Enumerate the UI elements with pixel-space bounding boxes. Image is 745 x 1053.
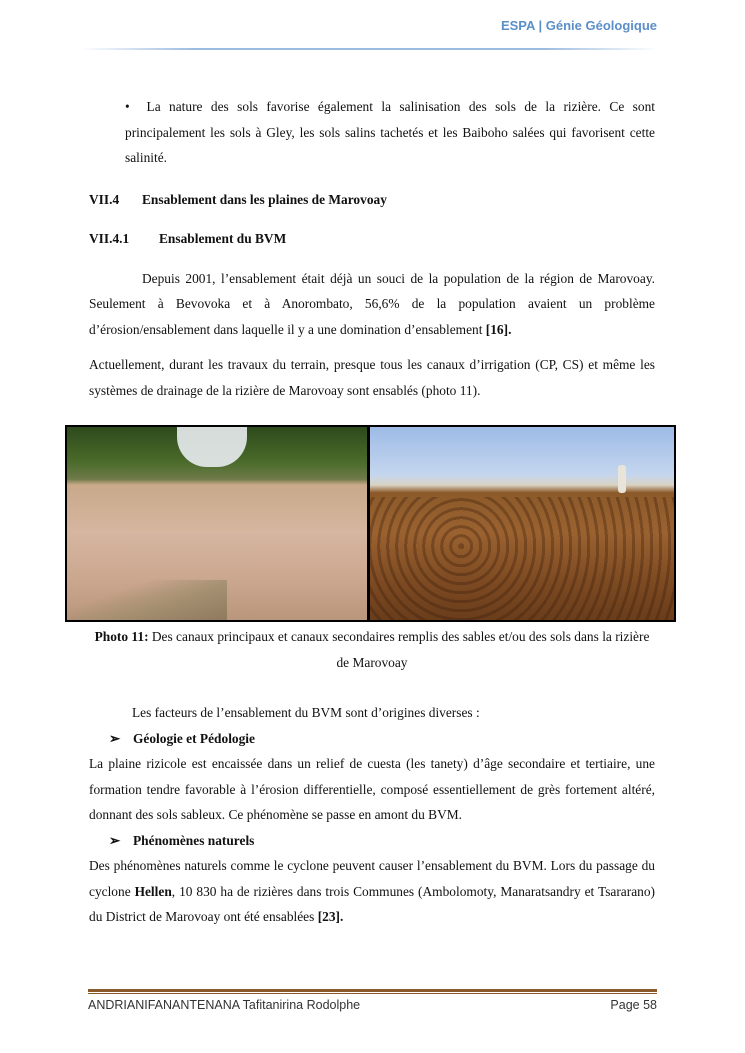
page-footer [88, 998, 657, 1012]
body-text-top [89, 94, 655, 403]
list-item-phenomenes [89, 828, 655, 854]
caption-label: Photo 11: [94, 629, 149, 644]
list-item-title: Géologie et Pédologie [133, 730, 255, 746]
paragraph-current-state: Actuellement, durant les travaux du terrain, presque tous les canaux d’irrigation (CP, CS) et même les systèmes de drainage de la rizière de Marovoay sont ensablés (photo 11). [89, 357, 655, 398]
photo-caption [89, 624, 655, 675]
list-item-geologie [89, 726, 655, 752]
photo-11 [65, 425, 676, 622]
footer-rule-thin [88, 993, 657, 994]
arrow-icon: ➢ [109, 730, 121, 746]
cyclone-name: Hellen [134, 883, 172, 899]
paragraph-phenomenes [89, 853, 655, 930]
photo-person [618, 465, 626, 493]
subsection-heading [89, 226, 655, 252]
bullet-paragraph [89, 94, 655, 171]
photo-sanded-field [370, 427, 674, 620]
photo-sky [177, 427, 247, 467]
list-item-title: Phénomènes naturels [133, 832, 255, 848]
photo-soil [370, 497, 674, 620]
footer-rule [88, 989, 657, 992]
paragraph-text: Des phénomènes naturels comme le cyclone peuvent causer l’ensablement du BVM. Lors du passage du cyclone [89, 858, 655, 899]
page-number: Page 58 [610, 998, 657, 1012]
paragraph-text: , 10 830 ha de rizières dans trois Communes (Ambolomoty, Manaratsandry et Tsararano) du District de Marovoay ont été ensablées [89, 883, 656, 924]
section-number: VII.4 [89, 191, 120, 207]
footer-author: ANDRIANIFANANTENANA Tafitanirina Rodolphe [88, 998, 361, 1012]
section-title: Ensablement dans les plaines de Marovoay [142, 191, 387, 207]
arrow-icon: ➢ [109, 832, 121, 848]
subsection-title: Ensablement du BVM [159, 231, 287, 246]
paragraph-factors-intro: Les facteurs de l’ensablement du BVM sont d’origines diverses : [132, 705, 480, 720]
reference: [16]. [485, 321, 512, 337]
header-rule [80, 48, 658, 50]
page-header: ESPA | Génie Géologique [500, 18, 657, 33]
bullet-text: La nature des sols favorise également la salinisation des sols de la rizière. Ce sont principalement les sols à Gley, les sols salins tachetés et les Baiboho salées qui favorisent cette salinité. [125, 99, 655, 165]
photo-sanded-canal [67, 427, 367, 620]
section-heading [89, 187, 655, 213]
paragraph-text: Depuis 2001, l’ensablement était déjà un souci de la population de la région de Marovoay. Seulement à Bevovoka et à Anorombato, 56,6% de la population avaient un problème d’érosion/ensablement dans laquelle il y a une domination d’ensablement [89, 270, 655, 337]
caption-text: Des canaux principaux et canaux secondaires remplis des sables et/ou des sols dans la rizière de Marovoay [148, 629, 650, 670]
reference: [23]. [317, 909, 344, 924]
photo-grass [67, 580, 227, 620]
subsection-number: VII.4.1 [89, 231, 130, 246]
body-text-bottom [89, 700, 655, 930]
bullet-marker: • [125, 99, 130, 114]
paragraph-ensablement-history [89, 266, 655, 343]
paragraph-geologie: La plaine rizicole est encaissée dans un relief de cuesta (les tanety) d’âge secondaire et tertiaire, une formation tendre favorable à l’érosion differentielle, composé essentiellement de grès fortement altéré, donnant des sols sableux. Ce phénomène se passe en amont du BVM. [89, 756, 655, 822]
